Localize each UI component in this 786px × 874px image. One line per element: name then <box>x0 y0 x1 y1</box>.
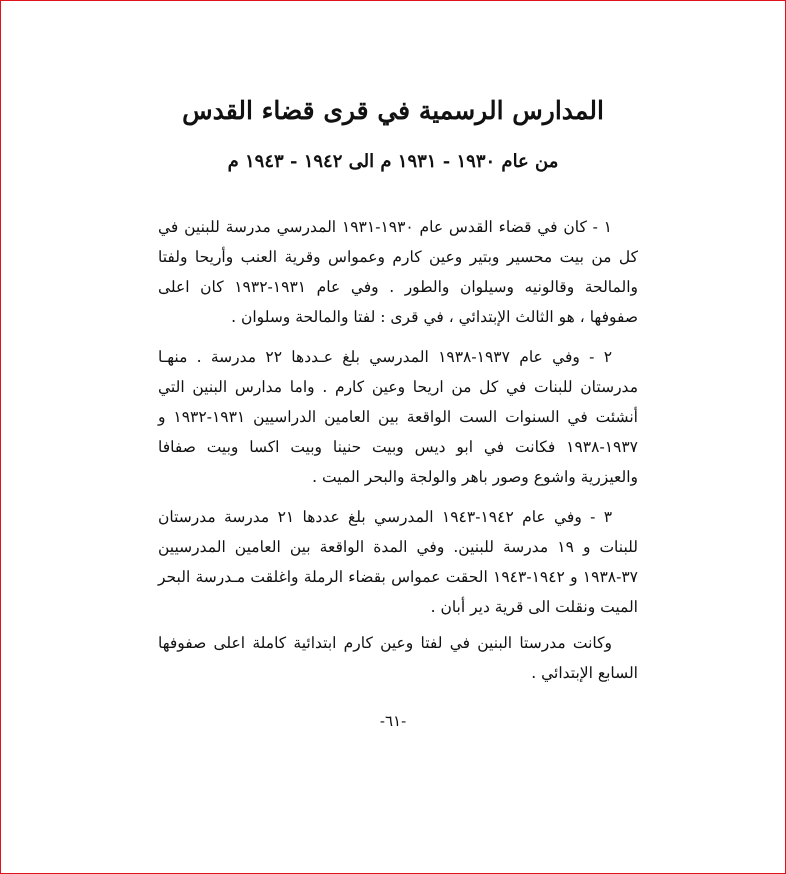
paragraph-4-text: وكانت مدرستا البنين في لفتا وعين كارم ابتدائية كاملة اعلى صفوفها السابع الإبتدائي . <box>158 634 638 682</box>
paragraph-3-text: ٣ - وفي عام ١٩٤٢-١٩٤٣ المدرسي بلغ عددها ٢١ مدرسة مدرستان للبنات و ١٩ مدرسة للبنين. وفي المدة الواقعة بين العامين المدرسيين ٣٧-١٩٣٨ و ١٩٤٢-١٩٤٣ الحقت عمواس بقضاء الرملة واغلقت مـدرسة البحر الميت ونقلت الى قرية دير أبان . <box>158 508 639 616</box>
paragraph-2 <box>158 342 638 492</box>
page-number: -٦١- <box>379 712 407 730</box>
paragraph-3 <box>158 502 638 622</box>
paragraph-1 <box>158 212 638 332</box>
paragraph-1-text: ١ - كان في قضاء القدس عام ١٩٣٠-١٩٣١ المدرسي مدرسة للبنين في كل من بيت محسير وبتير وعين كارم وعمواس وقرية العنب وأريحا ولفتا والمالحة وقالونيه وسيلوان والطور . وفي عام ١٩٣١-١٩٣٢ كان اعلى صفوفها ، هو الثالث الإبتدائي ، في قرى : لفتا والمالحة وسلوان . <box>158 218 638 326</box>
page-subtitle: من عام ١٩٣٠ - ١٩٣١ م الى ١٩٤٢ - ١٩٤٣ م <box>227 151 559 172</box>
page-title: المدارس الرسمية في قرى قضاء القدس <box>182 96 604 125</box>
paragraph-2-text: ٢ - وفي عام ١٩٣٧-١٩٣٨ المدرسي بلغ عـددها ٢٢ مدرسة . منهـا مدرستان للبنات في كل من اريحا وعين كارم . واما مدارس البنين التي أنشئت في السنوات الست الواقعة بين العامين الدراسيين ١٩٣١-١٩٣٢ و ١٩٣٧-١٩٣٨ فكانت في ابو ديس وبيت حنينا وبيت اكسا وبيت صفافا والعيزرية واشوع وصور باهر والولجة والبحر الميت . <box>158 348 638 486</box>
paragraph-4 <box>158 628 638 688</box>
